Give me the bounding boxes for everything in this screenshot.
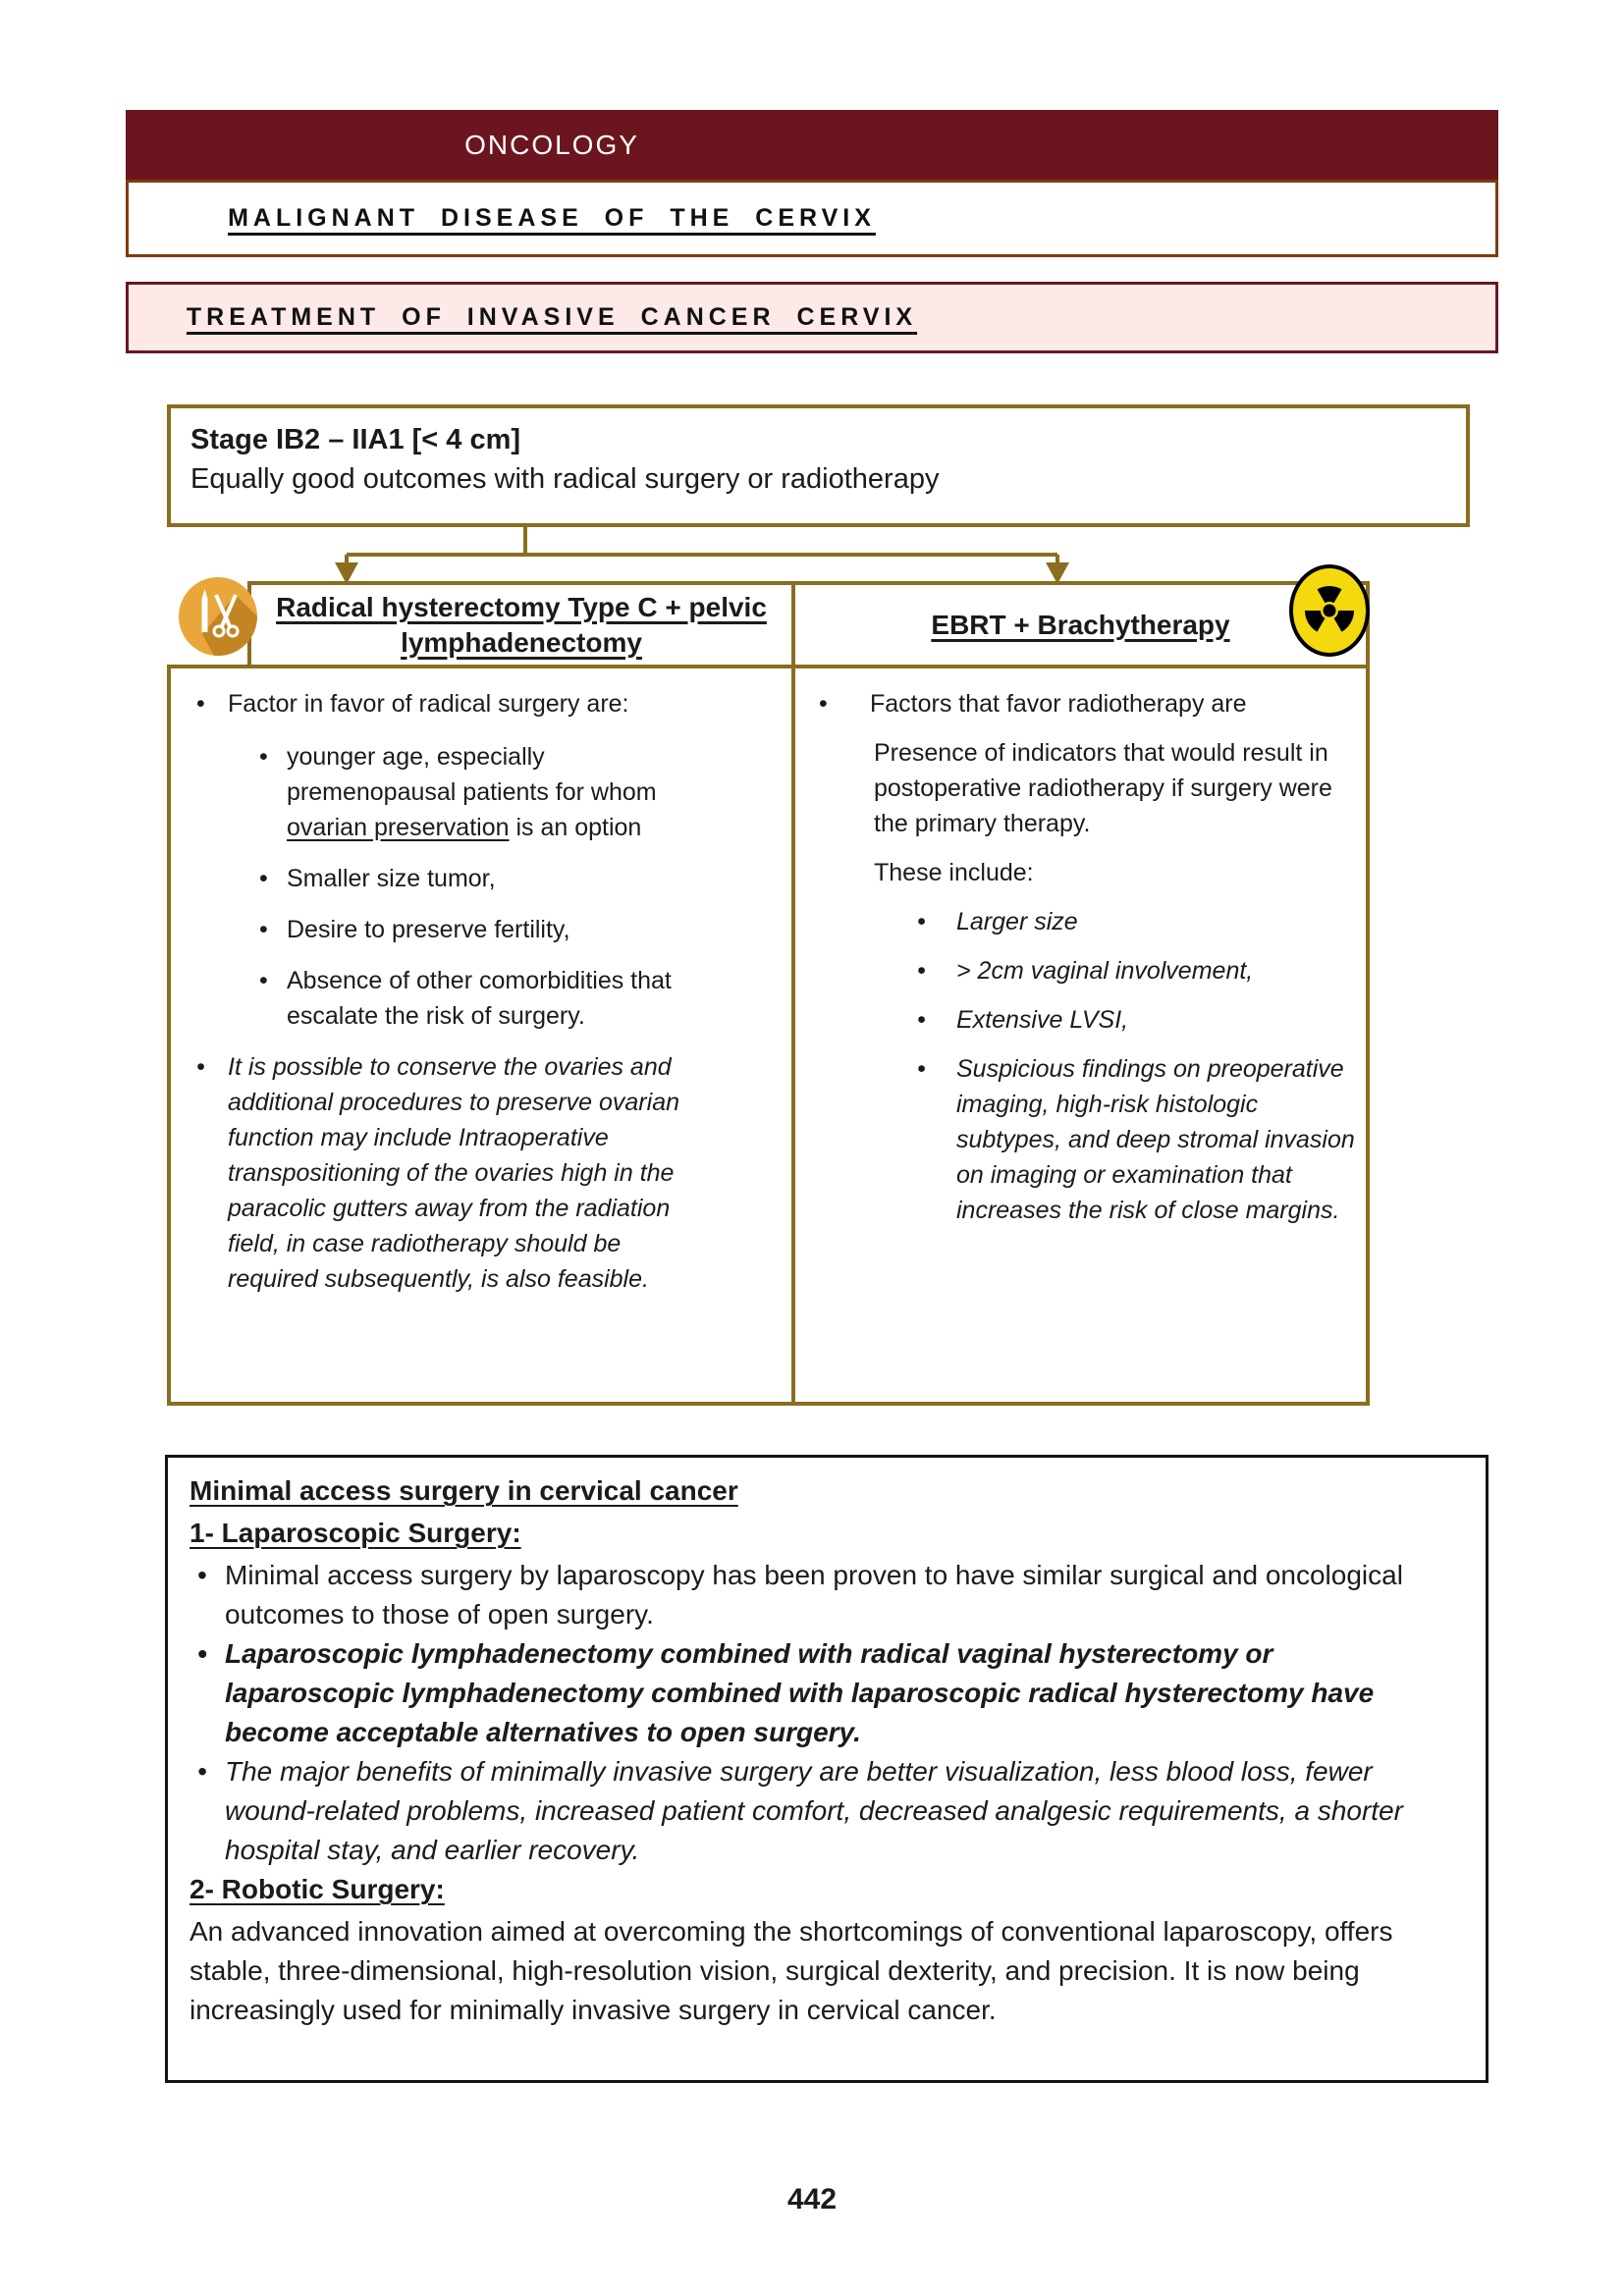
- robotic-text: An advanced innovation aimed at overcoming the shortcomings of conventional laparoscopy, offers stable, three-dimensional, high-resolution vision, surgical dexterity, and precision. It is now being increasingly used for minimally invasive surgery in cervical cancer.: [189, 1916, 1393, 2025]
- radio-bullet-1: [819, 686, 1358, 721]
- surgery-sub-2: [259, 861, 683, 896]
- radio-sub-1-text: Larger size: [956, 908, 1078, 935]
- sub-1-post: is an option: [509, 814, 642, 841]
- laparoscopic-bullet-1: [189, 1556, 1431, 1634]
- laparoscopic-bullet-3-text: The major benefits of minimally invasive surgery are better visualization, less blood loss, fewer wound-related problems, increased patient comfort, decreased analgesic requirements, a shorter hospital stay, and earlier recovery.: [225, 1756, 1403, 1865]
- surgery-sub-3: [259, 912, 683, 947]
- bullet-marker: [917, 904, 956, 939]
- laparoscopic-bullet-1-text: Minimal access surgery by laparoscopy has been proven to have similar surgical and oncological outcomes to those of open surgery.: [225, 1560, 1403, 1629]
- bullet-marker: [259, 739, 287, 845]
- radiation-icon: [1288, 563, 1371, 658]
- section-title: TREATMENT OF INVASIVE CANCER CERVIX: [186, 303, 918, 331]
- robotic-heading: 2- Robotic Surgery:: [189, 1874, 445, 1904]
- bullet-marker: [259, 912, 287, 947]
- stage-text: Equally good outcomes with radical surgery or radiotherapy: [190, 463, 940, 496]
- radiotherapy-column-title: EBRT + Brachytherapy: [931, 609, 1230, 640]
- bullet-marker: [819, 686, 870, 721]
- surgery-sub-bullets: [259, 739, 683, 1034]
- sub-1-underlined: ovarian preservation: [287, 814, 510, 841]
- radio-sub-2: [917, 953, 1358, 988]
- laparoscopic-bullet-2: [189, 1634, 1431, 1752]
- sub-1-pre: younger age, especially premenopausal patients for whom: [287, 743, 657, 806]
- minimal-access-box: [165, 1455, 1489, 2083]
- radio-sub-1: [917, 904, 1358, 939]
- bullet-marker: [917, 1002, 956, 1038]
- radio-sub-bullets: [917, 904, 1358, 1228]
- surgery-sub-2-text: Smaller size tumor,: [287, 865, 496, 892]
- radio-sub-3-text: Extensive LVSI,: [956, 1006, 1129, 1034]
- surgery-bullet-2-text: It is possible to conserve the ovaries and additional procedures to preserve ovarian function may include Intraoperative transpositioning of the ovaries high in the paracolic gutters away from the radiation field, in case radiotherapy should be required subsequently, is also feasible.: [228, 1053, 679, 1293]
- surgery-column-title: Radical hysterectomy Type C + pelvic lymphadenectomy: [276, 591, 767, 658]
- banner-title: ONCOLOGY: [464, 129, 639, 160]
- bullet-marker: [259, 861, 287, 896]
- bullet-marker: [189, 1556, 225, 1634]
- surgery-bullet-1-text: Factor in favor of radical surgery are:: [228, 690, 629, 718]
- radio-paragraph-2: These include:: [874, 859, 1034, 886]
- minimal-access-heading: Minimal access surgery in cervical cancer: [189, 1475, 738, 1506]
- laparoscopic-bullet-3: [189, 1752, 1431, 1870]
- laparoscopic-bullet-2-text: Laparoscopic lymphadenectomy combined with radical vaginal hysterectomy or laparoscopic lymphadenectomy combined with laparoscopic radical hysterectomy have become acceptable alternatives to open surgery.: [225, 1638, 1375, 1747]
- surgery-bullet-2: [196, 1049, 683, 1297]
- radio-sub-4: [917, 1051, 1358, 1228]
- bullet-marker: [917, 1051, 956, 1228]
- bullet-marker: [917, 953, 956, 988]
- radio-bullet-1-text: Factors that favor radiotherapy are: [870, 690, 1247, 718]
- bullet-marker: [189, 1752, 225, 1870]
- radio-sub-2-text: > 2cm vaginal involvement,: [956, 957, 1254, 985]
- radio-sub-4-text: Suspicious findings on preoperative imaging, high-risk histologic subtypes, and deep stromal invasion on imaging or examination that increases the risk of close margins.: [956, 1055, 1355, 1224]
- surgery-sub-1-text: [287, 739, 683, 845]
- radio-paragraph-1: Presence of indicators that would result in postoperative radiotherapy if surgery were the primary therapy.: [874, 739, 1332, 837]
- scissors-scalpel-icon: [179, 577, 257, 656]
- page-number: 442: [786, 2183, 838, 2216]
- stage-heading: Stage IB2 – IIA1 [< 4 cm]: [190, 424, 521, 455]
- bullet-marker: [196, 1049, 228, 1297]
- laparoscopic-heading: 1- Laparoscopic Surgery:: [189, 1518, 521, 1548]
- oncology-banner: [126, 110, 1498, 180]
- chapter-title: MALIGNANT DISEASE OF THE CERVIX: [228, 204, 876, 232]
- radiotherapy-column-header: [795, 581, 1370, 665]
- radiotherapy-column-body: [795, 665, 1370, 1406]
- radio-sub-3: [917, 1002, 1358, 1038]
- surgery-sub-3-text: Desire to preserve fertility,: [287, 916, 570, 943]
- stage-box: [167, 404, 1470, 527]
- bullet-marker: [259, 963, 287, 1034]
- section-title-box: [126, 282, 1498, 353]
- surgery-bullet-1: [196, 686, 683, 721]
- surgery-column-body: [167, 665, 795, 1406]
- surgery-sub-1: [259, 739, 683, 845]
- bullet-marker: [189, 1634, 225, 1752]
- bullet-marker: [196, 686, 228, 721]
- surgery-sub-4-text: Absence of other comorbidities that escalate the risk of surgery.: [287, 967, 672, 1030]
- surgery-sub-4: [259, 963, 683, 1034]
- surgery-column-header: [247, 581, 795, 665]
- chapter-title-box: [126, 180, 1498, 257]
